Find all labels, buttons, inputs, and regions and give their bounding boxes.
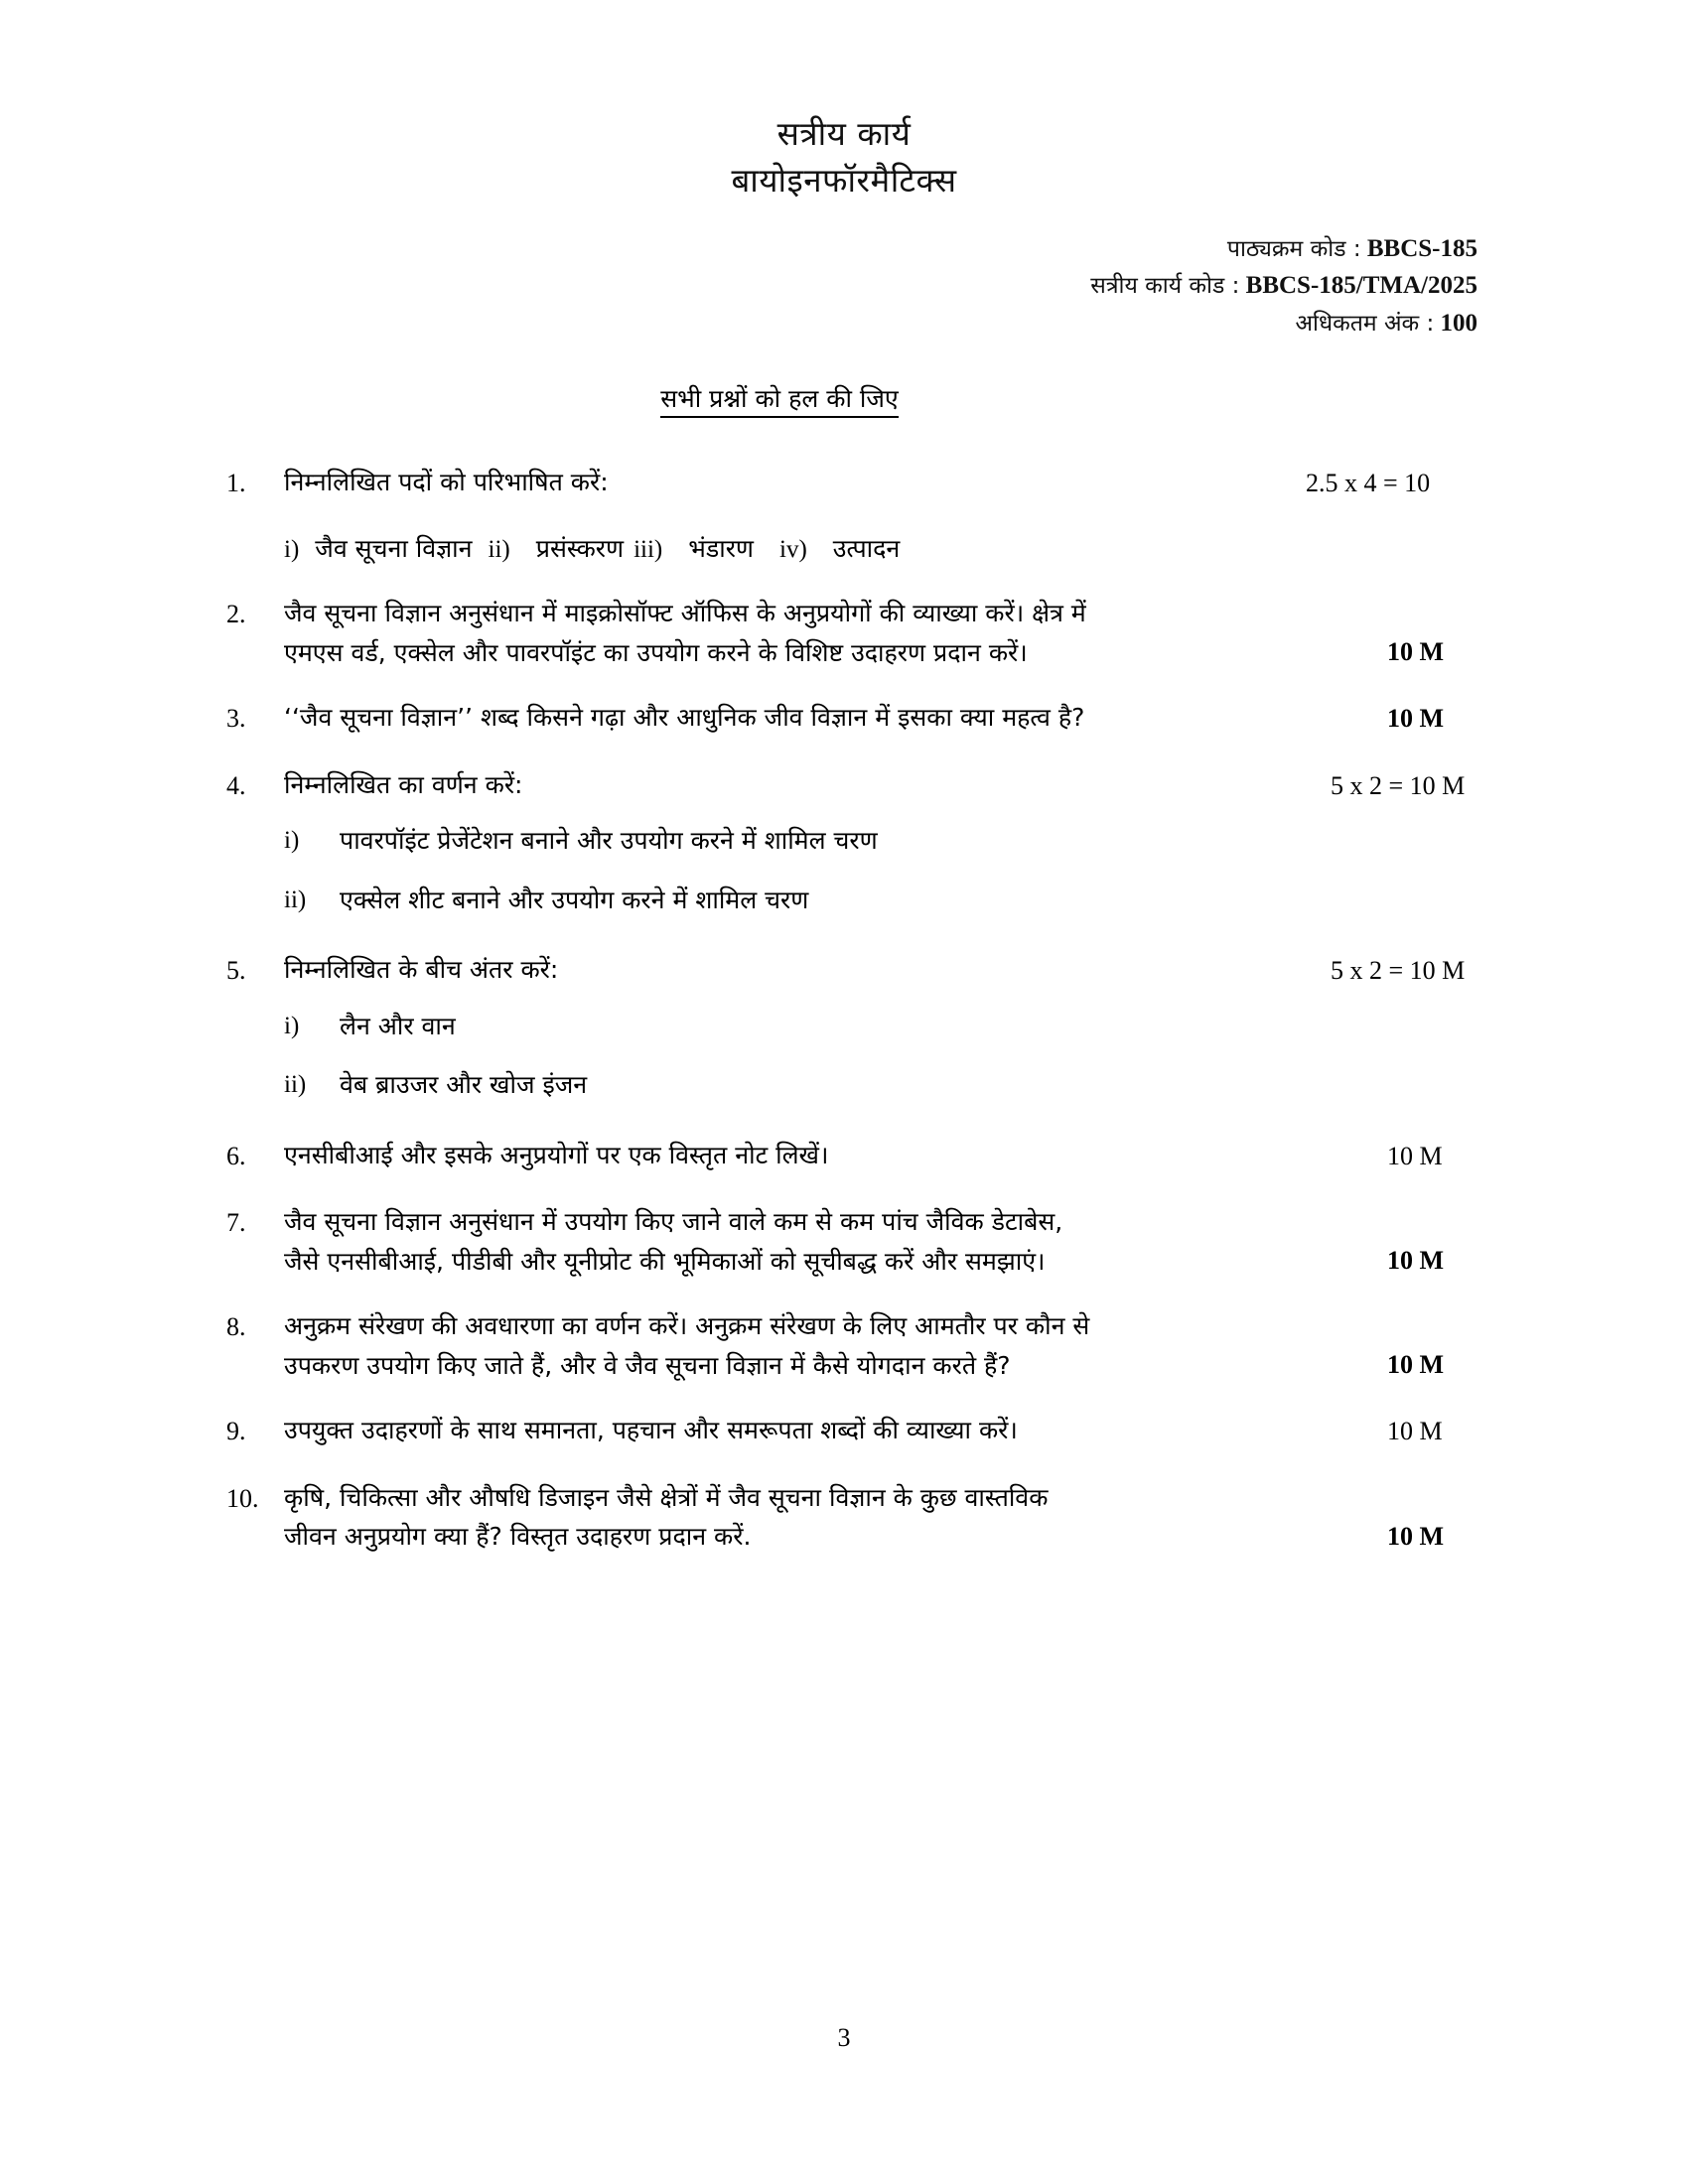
- question-number: 8.: [226, 1312, 246, 1342]
- question-marks: 10 M: [1387, 704, 1445, 734]
- question-line: उपकरण उपयोग किए जाते हैं, और वे जैव सूचना विज्ञान में कैसे योगदान करते हैं?: [284, 1350, 1011, 1380]
- question-number: 7.: [226, 1208, 246, 1238]
- question-marks: 10 M: [1387, 1417, 1443, 1446]
- question-number: 9.: [226, 1417, 246, 1446]
- page-title-line-2: बायोइनफॉरमैटिक्स: [731, 160, 957, 200]
- question-block-5: [226, 950, 1504, 1110]
- subitem-marker: i): [284, 1012, 300, 1039]
- question-line: कृषि, चिकित्सा और औषधि डिजाइन जैसे क्षेत्रों में जैव सूचना विज्ञान के कुछ वास्तविक: [284, 1482, 1049, 1512]
- question-block-2: [226, 594, 1504, 672]
- subitem-list: [284, 1008, 1319, 1104]
- question-block-10: [226, 1478, 1504, 1557]
- subitem-label: लैन और वान: [340, 1011, 456, 1040]
- subitem-marker: iv): [779, 535, 807, 563]
- question-text: [284, 1411, 1375, 1450]
- question-line: निम्नलिखित के बीच अंतर करें:: [284, 955, 559, 985]
- course-meta-block: [0, 230, 1688, 342]
- max-marks-value: 100: [1440, 309, 1477, 337]
- subitem-marker: i): [284, 535, 300, 563]
- question-body: [284, 1478, 1375, 1557]
- question-block-6: [226, 1136, 1504, 1177]
- instruction-line: [0, 381, 1688, 415]
- subitem-label: एक्सेल शीट बनाने और उपयोग करने में शामिल चरण: [340, 885, 809, 914]
- question-body: [284, 1136, 1375, 1175]
- question-row: [226, 463, 1504, 504]
- subitem-row: [284, 1066, 1319, 1104]
- question-number: 1.: [226, 469, 246, 498]
- question-line: एनसीबीआई और इसके अनुप्रयोगों पर एक विस्तृत नोट लिखें।: [284, 1140, 829, 1169]
- question-marks: 10 M: [1387, 637, 1445, 667]
- course-code-value: BBCS-185: [1366, 234, 1477, 262]
- page-title-line-1: सत्रीय कार्य: [776, 114, 912, 153]
- max-marks-label: अधिकतम अंक :: [1295, 310, 1435, 337]
- question-text: [284, 1306, 1375, 1385]
- question-list: [0, 463, 1688, 1557]
- subitem-marker: i): [284, 827, 300, 855]
- question-text: [284, 1202, 1375, 1281]
- subitem-marker: ii): [284, 886, 307, 913]
- question-body: [284, 1306, 1375, 1385]
- question-body: [284, 698, 1375, 738]
- question-number: 3.: [226, 704, 246, 734]
- question-line: जैसे एनसीबीआई, पीडीबी और यूनीप्रोट की भूमिकाओं को सूचीबद्ध करें और समझाएं।: [284, 1246, 1046, 1276]
- question-text: [284, 1478, 1375, 1557]
- question-line: निम्नलिखित पदों को परिभाषित करें:: [284, 468, 609, 497]
- question-marks: 5 x 2 = 10 M: [1331, 770, 1466, 800]
- subitem-inline-list: [284, 530, 1504, 569]
- question-line: जैव सूचना विज्ञान अनुसंधान में माइक्रोसॉफ्ट ऑफिस के अनुप्रयोगों की व्याख्या करें। क्षेत्र में: [284, 599, 1086, 628]
- question-number: 6.: [226, 1141, 246, 1170]
- question-number: 2.: [226, 600, 246, 629]
- course-code-label: पाठ्यक्रम कोड :: [1226, 235, 1361, 262]
- subitem-label: प्रसंस्करण: [535, 533, 625, 563]
- question-line: जीवन अनुप्रयोग क्या हैं? विस्तृत उदाहरण प्रदान करें.: [284, 1522, 752, 1552]
- subitem-inline-body: [284, 530, 1504, 569]
- subitem-row: [284, 1008, 1319, 1045]
- question-row: [226, 765, 1504, 925]
- document-header: [0, 0, 1688, 205]
- instruction-text: सभी प्रश्नों को हल की जिए: [660, 384, 899, 418]
- spacer: [226, 530, 284, 531]
- question-block-1: [226, 463, 1504, 568]
- subitem-row: [284, 822, 1319, 860]
- subitem-label: पावरपॉइंट प्रेजेंटेशन बनाने और उपयोग करने में शामिल चरण: [340, 826, 878, 856]
- question-row: [226, 950, 1504, 1110]
- subitem-label: भंडारण: [688, 533, 754, 563]
- question-text: [284, 765, 1319, 805]
- assignment-code-value: BBCS-185/TMA/2025: [1245, 272, 1477, 300]
- subitem-label: उत्पादन: [832, 533, 901, 563]
- question-body: [284, 1411, 1375, 1450]
- subitem-marker: ii): [284, 1071, 307, 1099]
- max-marks-row: [0, 305, 1477, 342]
- subitem-inline-row: [226, 530, 1504, 569]
- question-body: [284, 463, 1294, 502]
- question-line: एमएस वर्ड, एक्सेल और पावरपॉइंट का उपयोग करने के विशिष्ट उदाहरण प्रदान करें।: [284, 637, 1028, 667]
- question-text: [284, 950, 1319, 990]
- question-marks: 10 M: [1387, 1521, 1445, 1551]
- question-line: जैव सूचना विज्ञान अनुसंधान में उपयोग किए जाने वाले कम से कम पांच जैविक डेटाबेस,: [284, 1207, 1063, 1237]
- question-body: [284, 594, 1375, 672]
- question-text: [284, 594, 1375, 672]
- question-block-9: [226, 1411, 1504, 1452]
- question-block-3: [226, 698, 1504, 740]
- question-marks: 10 M: [1387, 1246, 1445, 1276]
- question-text: [284, 698, 1375, 738]
- question-line: निम्नलिखित का वर्णन करें:: [284, 769, 523, 799]
- question-number: 5.: [226, 956, 246, 986]
- subitem-marker: ii): [488, 535, 510, 563]
- question-line: ‘‘जैव सूचना विज्ञान’’ शब्द किसने गढ़ा और आधुनिक जीव विज्ञान में इसका क्या महत्व है?: [284, 703, 1085, 733]
- question-line: उपयुक्त उदाहरणों के साथ समानता, पहचान और समरूपता शब्दों की व्याख्या करें।: [284, 1416, 1018, 1445]
- question-marks: 5 x 2 = 10 M: [1331, 956, 1466, 986]
- question-block-7: [226, 1202, 1504, 1281]
- question-line: अनुक्रम संरेखण की अवधारणा का वर्णन करें। अनुक्रम संरेखण के लिए आमतौर पर कौन से: [284, 1311, 1090, 1341]
- assignment-code-row: [0, 267, 1477, 305]
- subitem-marker: iii): [633, 535, 663, 563]
- question-text: [284, 1136, 1375, 1175]
- question-marks: 2.5 x 4 = 10: [1306, 469, 1431, 498]
- question-marks: 10 M: [1387, 1141, 1443, 1170]
- question-body: [284, 1202, 1375, 1281]
- question-block-8: [226, 1306, 1504, 1385]
- subitem-label: जैव सूचना विज्ञान: [315, 533, 473, 563]
- page-number: 3: [837, 2023, 851, 2052]
- question-text: [284, 463, 1294, 502]
- assignment-code-label: सत्रीय कार्य कोड :: [1090, 273, 1240, 300]
- subitem-row: [284, 882, 1319, 919]
- question-block-4: [226, 765, 1504, 925]
- question-body: [284, 950, 1319, 1110]
- question-marks: 10 M: [1387, 1350, 1445, 1380]
- question-number: 10.: [226, 1483, 259, 1513]
- course-code-row: [0, 230, 1477, 268]
- question-number: 4.: [226, 770, 246, 800]
- question-body: [284, 765, 1319, 925]
- subitem-list: [284, 822, 1319, 918]
- subitem-label: वेब ब्राउजर और खोज इंजन: [340, 1070, 588, 1100]
